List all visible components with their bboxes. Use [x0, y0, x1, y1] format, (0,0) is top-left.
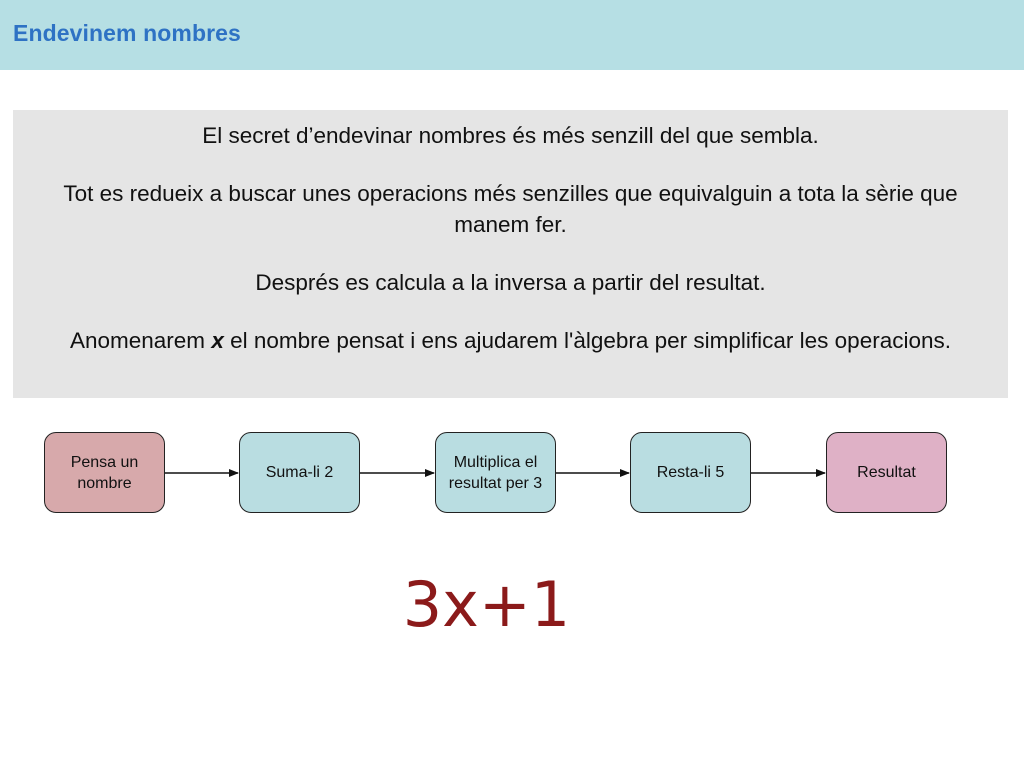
step-think-number: Pensa un nombre	[44, 432, 165, 513]
intro-paragraph-4-end: el nombre pensat i ens ajudarem l'àlgebra per simplificar les operacions.	[223, 328, 951, 353]
intro-paragraph-4	[23, 325, 998, 356]
step-subtract-five: Resta-li 5	[630, 432, 751, 513]
intro-textbox	[13, 110, 1008, 398]
step-result: Resultat	[826, 432, 947, 513]
intro-paragraph-3: Després es calcula a la inversa a partir del resultat.	[255, 270, 766, 295]
page-title: Endevinem nombres	[13, 20, 241, 46]
intro-paragraph-1: El secret d’endevinar nombres és més senzill del que sembla.	[202, 123, 819, 148]
step-multiply-three: Multiplica el resultat per 3	[435, 432, 556, 513]
title-bar	[0, 0, 1024, 70]
step-add-two: Suma-li 2	[239, 432, 360, 513]
variable-x: x	[211, 328, 224, 353]
intro-paragraph-2: Tot es redueix a buscar unes operacions més senzilles que equivalguin a tota la sèrie que manem fer.	[63, 181, 958, 237]
intro-paragraph-4-start: Anomenarem	[69, 328, 212, 353]
formula-expression: 3x+1	[402, 568, 571, 641]
